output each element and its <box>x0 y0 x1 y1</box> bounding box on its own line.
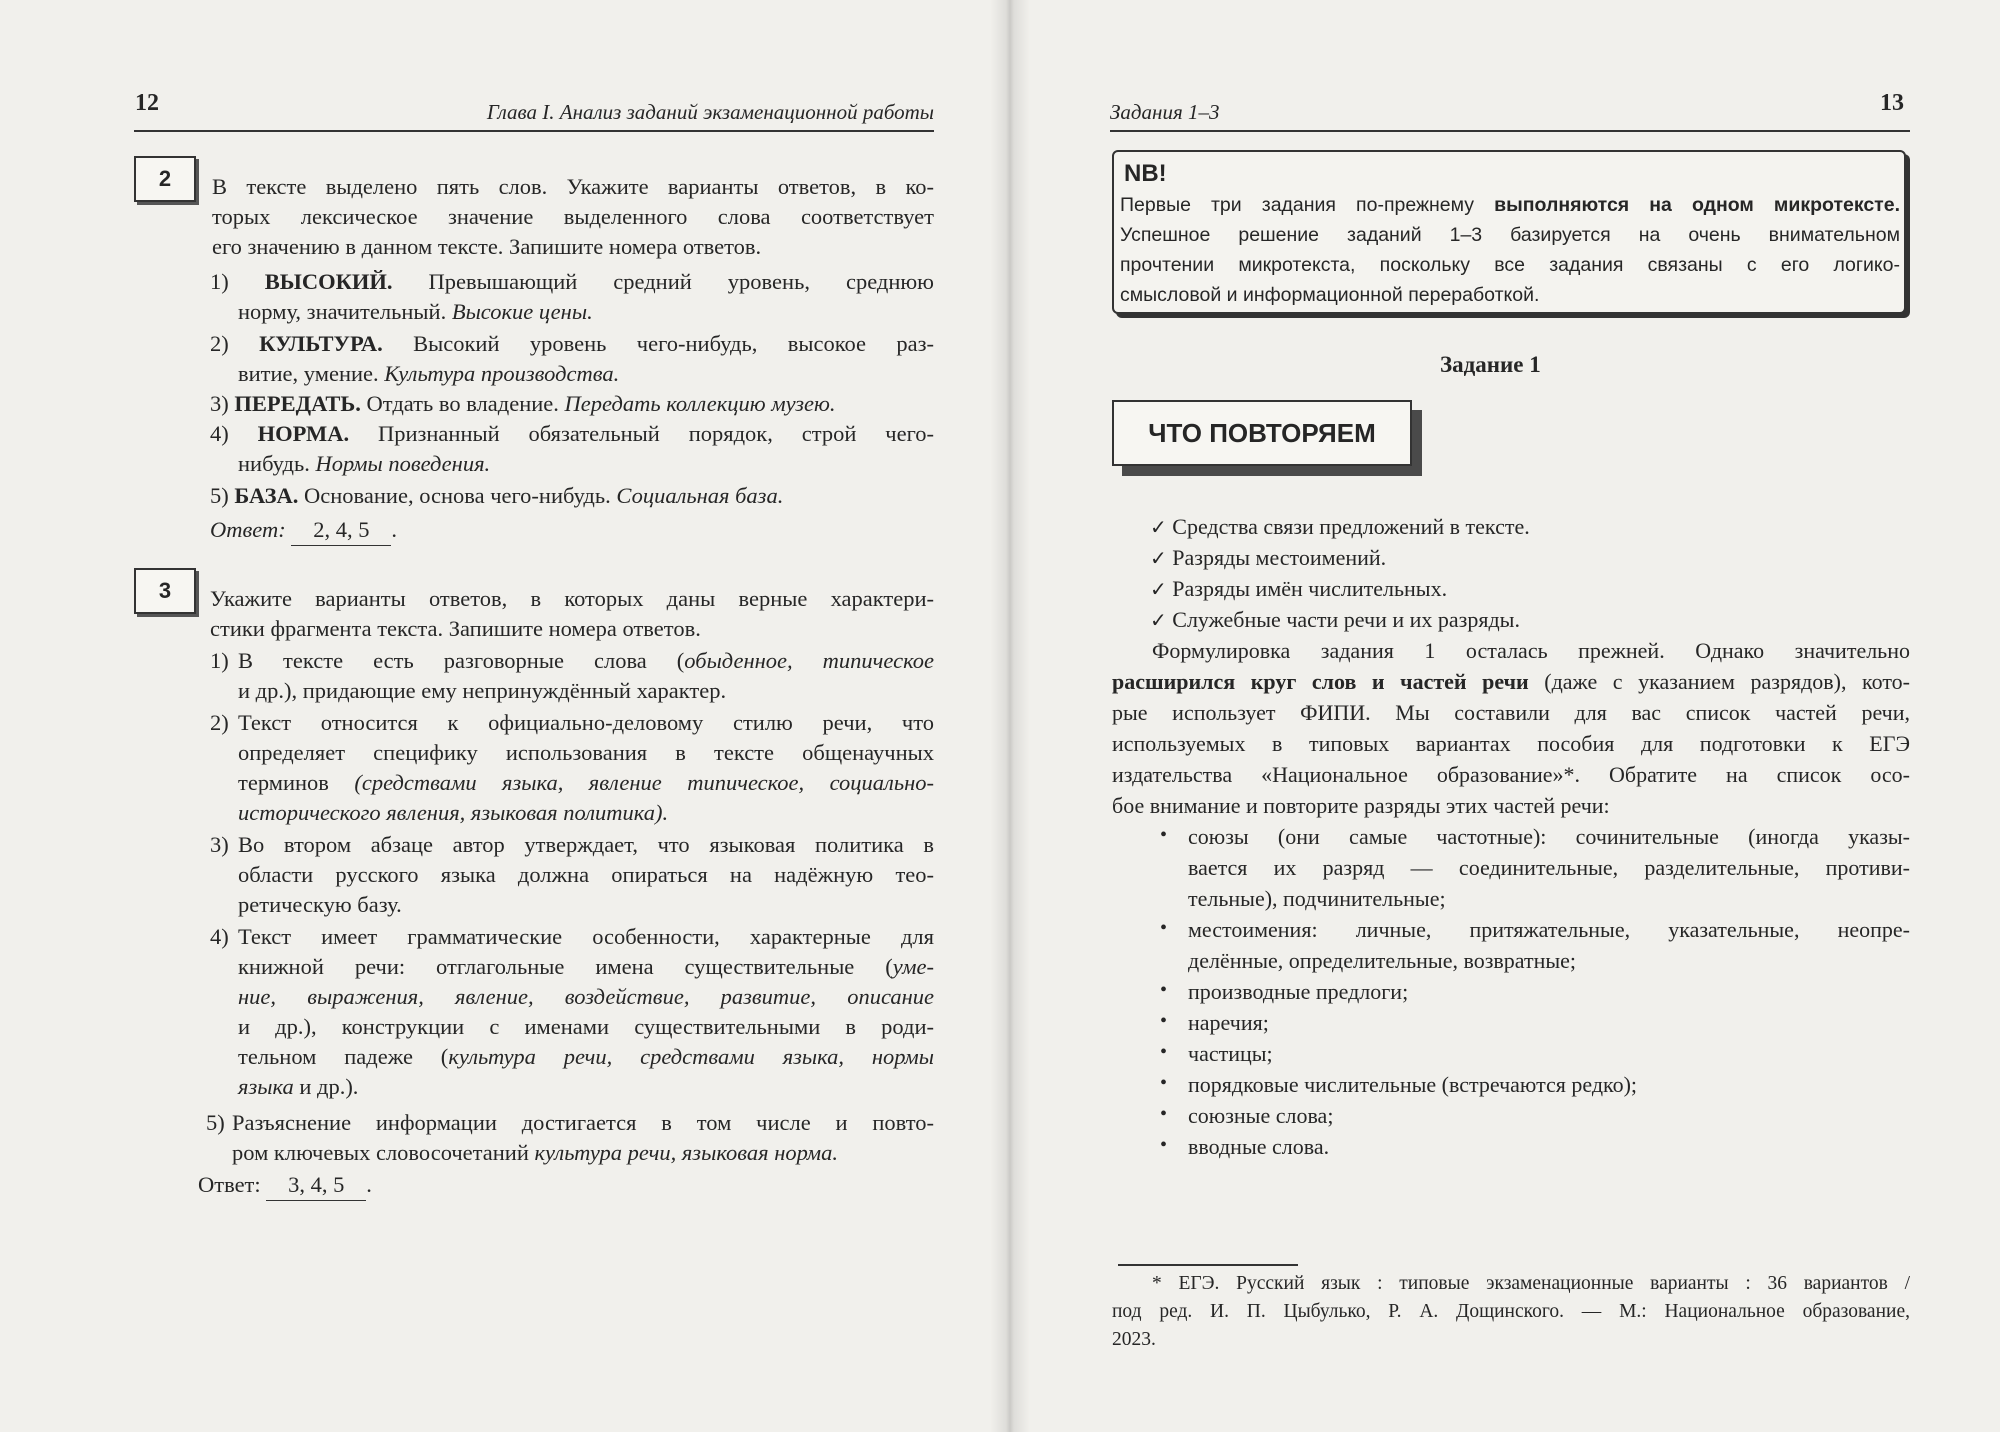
text: тельном падеже ( <box>238 1044 449 1069</box>
item-line: и др.), придающие ему непринуждённый характер. <box>238 678 727 703</box>
task-3-intro-line-1: Укажите варианты ответов, в которых даны верные характери- <box>210 586 934 611</box>
footnote-line-1: * ЕГЭ. Русский язык : типовые экзаменационные варианты : 36 вариантов / <box>1152 1273 1910 1294</box>
header-rule-left <box>134 130 934 132</box>
item-line <box>238 952 934 982</box>
item-number: 4) <box>210 421 229 446</box>
text: книжной речи: отглагольные имена существительные ( <box>238 954 893 979</box>
task-2-intro-line-3: его значению в данном тексте. Запишите номера ответов. <box>212 234 762 259</box>
bullet-line: союзы (они самые частотные): сочинительные (иногда указы- <box>1188 824 1910 849</box>
item-line: Во втором абзаце автор утверждает, что языковая политика в <box>238 832 934 857</box>
item-definition-cont: витие, умение. <box>238 361 385 386</box>
running-head-left: Глава I. Анализ заданий экзаменационной работы <box>486 100 934 124</box>
task-2-item-2-cont <box>238 359 619 389</box>
item-number: 3) <box>210 391 229 416</box>
text: Первые три задания по-прежнему <box>1120 194 1495 216</box>
bullet-icon: • <box>1160 824 1168 846</box>
item-line <box>238 1072 358 1102</box>
item-example: Высокие цены. <box>451 299 593 324</box>
bullet-line: вводные слова. <box>1188 1134 1330 1159</box>
bullet-icon: • <box>1160 1010 1168 1032</box>
item-definition-cont: нибудь. <box>238 451 316 476</box>
item-word: КУЛЬТУРА. <box>259 331 383 356</box>
para-line-6: бое внимание и повторите разряды этих частей речи: <box>1112 793 1610 818</box>
item-definition: Признанный обязательный порядок, строй чего- <box>349 421 934 446</box>
bullet-icon: • <box>1160 1072 1168 1094</box>
check-icon: ✓ <box>1150 577 1167 601</box>
item-line: и др.), конструкции с именами существительными в роди- <box>238 1014 934 1039</box>
bullet-line: тельные), подчинительные; <box>1188 886 1446 911</box>
footnote-line-3: 2023. <box>1112 1329 1156 1350</box>
text: культура речи, средствами языка, нормы <box>448 1044 935 1069</box>
nb-line-1 <box>1120 190 1900 220</box>
answer-label: Ответ: <box>198 1172 261 1197</box>
answer-label: Ответ: <box>210 517 286 542</box>
item-definition-cont: норму, значительный. <box>238 299 452 324</box>
what-we-repeat-box: ЧТО ПОВТОРЯЕМ <box>1112 400 1412 466</box>
task-2-item-4 <box>210 419 934 449</box>
text: (даже с указанием разрядов), кото- <box>1528 669 1910 694</box>
para-line-4: используемых в типовых вариантах пособия для подготовки к ЕГЭ <box>1112 731 1910 756</box>
item-line <box>238 1042 934 1072</box>
text: Разряды местоимений. <box>1172 545 1387 570</box>
item-line <box>238 646 934 676</box>
checklist-item-4 <box>1150 605 1520 635</box>
item-line: определяет специфику использования в тексте общенаучных <box>238 740 934 765</box>
item-number: 1) <box>210 269 229 294</box>
text: ние, выражения, явление, воздействие, развитие, описание <box>238 984 934 1009</box>
item-line <box>238 982 934 1012</box>
bullet-icon: • <box>1160 1134 1168 1156</box>
item-number: 2) <box>210 710 229 735</box>
text: Разряды имён числительных. <box>1172 576 1448 601</box>
check-icon: ✓ <box>1150 546 1167 570</box>
footnote-rule <box>1118 1264 1298 1266</box>
checklist-item-1 <box>1150 512 1530 542</box>
checklist-item-3 <box>1150 574 1447 604</box>
nb-line-4: смысловой и информационной переработкой. <box>1120 284 1540 306</box>
task-2-intro-line-2: торых лексическое значение выделенного слова соответствует <box>212 204 934 229</box>
check-icon: ✓ <box>1150 608 1167 632</box>
text: Служебные части речи и их разряды. <box>1172 607 1520 632</box>
text: обыденное, типическое <box>684 648 934 673</box>
text: выполняются на одном микротексте. <box>1494 194 1900 216</box>
bullet-line: делённые, определительные, возвратные; <box>1188 948 1577 973</box>
item-number: 5) <box>210 483 229 508</box>
check-icon: ✓ <box>1150 515 1167 539</box>
text: терминов <box>238 770 355 795</box>
task-2-item-4-cont <box>238 449 490 479</box>
nb-title: NB! <box>1124 160 1167 187</box>
item-definition: Основание, основа чего-нибудь. <box>298 483 617 508</box>
item-definition: Превышающий средний уровень, среднюю <box>392 269 934 294</box>
bullet-icon: • <box>1160 1103 1168 1125</box>
task-3-answer: Ответ: 3, 4, 5 . <box>198 1170 372 1201</box>
answer-value: 3, 4, 5 <box>266 1170 366 1201</box>
bullet-line: союзные слова; <box>1188 1103 1334 1128</box>
item-line: Текст имеет грамматические особенности, характерные для <box>238 924 934 949</box>
answer-value: 2, 4, 5 <box>291 515 391 546</box>
page-number-left: 12 <box>135 90 159 116</box>
task-2-item-1 <box>210 267 934 297</box>
task-3-number-box: 3 <box>134 568 196 614</box>
footnote-line-2: под ред. И. П. Цыбулько, Р. А. Дощинского. — М.: Национальное образование, <box>1112 1301 1910 1322</box>
text: уме- <box>892 954 934 979</box>
item-number: 5) <box>206 1110 225 1135</box>
item-word: ПЕРЕДАТЬ. <box>234 391 361 416</box>
text: и др.). <box>293 1074 359 1099</box>
item-line <box>232 1138 838 1168</box>
bullet-line: порядковые числительные (встречаются редко); <box>1188 1072 1638 1097</box>
item-definition: Высокий уровень чего-нибудь, высокое раз- <box>382 331 935 356</box>
item-number: 1) <box>210 648 229 673</box>
item-line: Разъяснение информации достигается в том числе и повто- <box>232 1110 934 1135</box>
item-example: Нормы поведения. <box>315 451 491 476</box>
bullet-line: наречия; <box>1188 1010 1269 1035</box>
header-rule-right <box>1110 130 1910 132</box>
task-2-item-5 <box>210 481 783 511</box>
para-line-3: рые использует ФИПИ. Мы составили для вас список частей речи, <box>1112 700 1910 725</box>
text: (средствами языка, явление типическое, социально- <box>354 770 934 795</box>
para-line-1: Формулировка задания 1 осталась прежней. Однако значительно <box>1152 638 1910 663</box>
text: языка <box>238 1074 294 1099</box>
item-example: Культура производства. <box>384 361 620 386</box>
nb-line-3: прочтении микротекста, поскольку все задания связаны с его логико- <box>1120 254 1900 276</box>
book-gutter <box>990 0 1030 1432</box>
item-line: ретическую базу. <box>238 892 402 917</box>
section-title: Задание 1 <box>1440 352 1541 377</box>
page-number-right: 13 <box>1880 90 1904 116</box>
bullet-line: вается их разряд — соединительные, разделительные, противи- <box>1188 855 1910 880</box>
item-line: Текст относится к официально-деловому стилю речи, что <box>238 710 934 735</box>
text: ром ключевых словосочетаний <box>232 1140 535 1165</box>
text: В тексте есть разговорные слова ( <box>238 648 685 673</box>
item-definition: Отдать во владение. <box>360 391 565 416</box>
item-example: Передать коллекцию музею. <box>564 391 836 416</box>
text: исторического явления, языковая политика). <box>238 800 669 825</box>
bullet-icon: • <box>1160 979 1168 1001</box>
item-word: ВЫСОКИЙ. <box>264 269 393 294</box>
item-line: области русского языка должна опираться на надёжную тео- <box>238 862 934 887</box>
task-2-number-box: 2 <box>134 156 196 202</box>
nb-line-2: Успешное решение заданий 1–3 базируется на очень внимательном <box>1120 224 1900 246</box>
para-line-5: издательства «Национальное образование»*. Обратите на список осо- <box>1112 762 1910 787</box>
item-word: НОРМА. <box>257 421 350 446</box>
task-2-intro-line-1: В тексте выделено пять слов. Укажите варианты ответов, в ко- <box>212 174 934 199</box>
item-word: БАЗА. <box>234 483 299 508</box>
item-line <box>238 798 668 828</box>
bullet-line: местоимения: личные, притяжательные, указательные, неопре- <box>1188 917 1910 942</box>
item-number: 4) <box>210 924 229 949</box>
bullet-icon: • <box>1160 1041 1168 1063</box>
checklist-item-2 <box>1150 543 1386 573</box>
task-3-intro-line-2: стики фрагмента текста. Запишите номера ответов. <box>210 616 701 641</box>
item-line <box>238 768 934 798</box>
text: Средства связи предложений в тексте. <box>1172 514 1530 539</box>
task-2-answer: Ответ: 2, 4, 5 . <box>210 515 397 546</box>
bullet-line: производные предлоги; <box>1188 979 1409 1004</box>
item-number: 3) <box>210 832 229 857</box>
running-head-right: Задания 1–3 <box>1110 100 1220 124</box>
bullet-line: частицы; <box>1188 1041 1273 1066</box>
item-number: 2) <box>210 331 229 356</box>
task-2-item-2 <box>210 329 934 359</box>
item-example: Социальная база. <box>616 483 784 508</box>
nb-box <box>1112 150 1906 314</box>
bullet-icon: • <box>1160 917 1168 939</box>
text: культура речи, языковая норма. <box>534 1140 838 1165</box>
task-2-item-3 <box>210 389 836 419</box>
text: расширился круг слов и частей речи <box>1112 669 1529 694</box>
para-line-2 <box>1112 667 1910 697</box>
task-2-item-1-cont <box>238 297 593 327</box>
